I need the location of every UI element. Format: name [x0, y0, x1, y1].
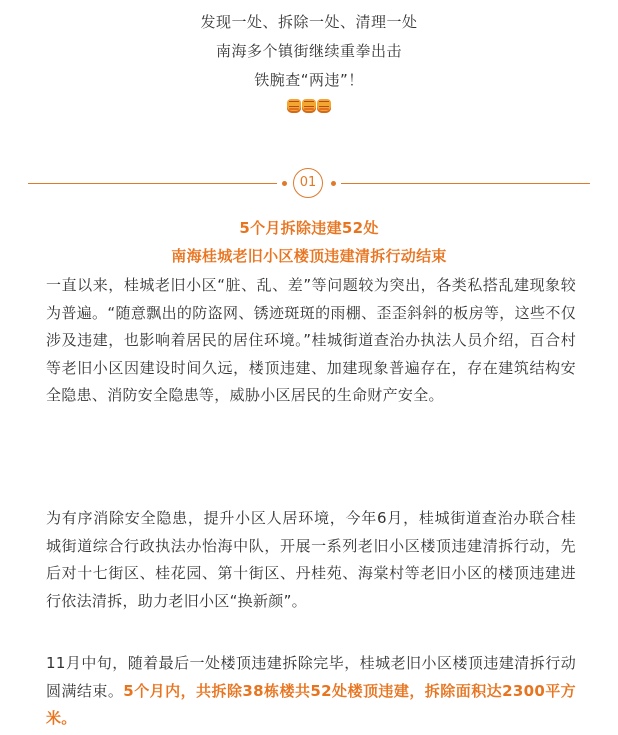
headline-line-2: 南海桂城老旧小区楼顶违建清拆行动结束 — [171, 247, 447, 265]
section-badge — [277, 168, 341, 200]
paragraph-3-highlight: 5个月内，共拆除38栋楼共52处楼顶违建，拆除面积达2300平方米。 — [46, 681, 576, 727]
section-headline — [0, 214, 618, 270]
intro-line-1: 发现一处、拆除一处、清理一处 — [200, 13, 418, 31]
paragraph-3-text: 11月中旬，随着最后一处楼顶违建拆除完毕，桂城老旧小区楼顶违建清拆行动圆满结束。 — [46, 654, 576, 700]
section-number: 01 — [293, 168, 323, 198]
paragraph-3 — [46, 650, 576, 733]
intro-line-3: 铁腕查“两违”！ — [254, 71, 364, 89]
paragraph-2: 为有序消除安全隐患，提升小区人居环境，今年6月，桂城街道查治办联合桂城街道综合行政执法办怡海中队，开展一系列老旧小区楼顶违建清拆行动，先后对十七街区、桂花园、第十街区、丹桂苑、海棠村等老旧小区的楼顶违建进行依法清拆，助力老旧小区“换新颜”。 — [46, 509, 576, 610]
fist-icon — [317, 99, 331, 113]
fist-emoji-row — [0, 99, 618, 113]
fist-icon — [287, 99, 301, 113]
fist-icon — [302, 99, 316, 113]
divider-dot-icon — [282, 181, 287, 186]
intro-block — [0, 8, 618, 113]
intro-line-2: 南海多个镇街继续重拳出击 — [215, 42, 402, 60]
headline-line-1: 5个月拆除违建52处 — [239, 219, 379, 237]
divider-dot-icon — [331, 181, 336, 186]
paragraph-1: 一直以来，桂城老旧小区“脏、乱、差”等问题较为突出，各类私搭乱建现象较为普遍。“随意飘出的防盗网、锈迹斑斑的雨棚、歪歪斜斜的板房等，这些不仅涉及违建，也影响着居民的居住环境。”桂城街道查治办执法人员介绍，百合村等老旧小区因建设时间久远，楼顶违建、加建现象普遍存在，存在建筑结构安全隐患、消防安全隐患等，威胁小区居民的生命财产安全。 — [46, 276, 576, 404]
